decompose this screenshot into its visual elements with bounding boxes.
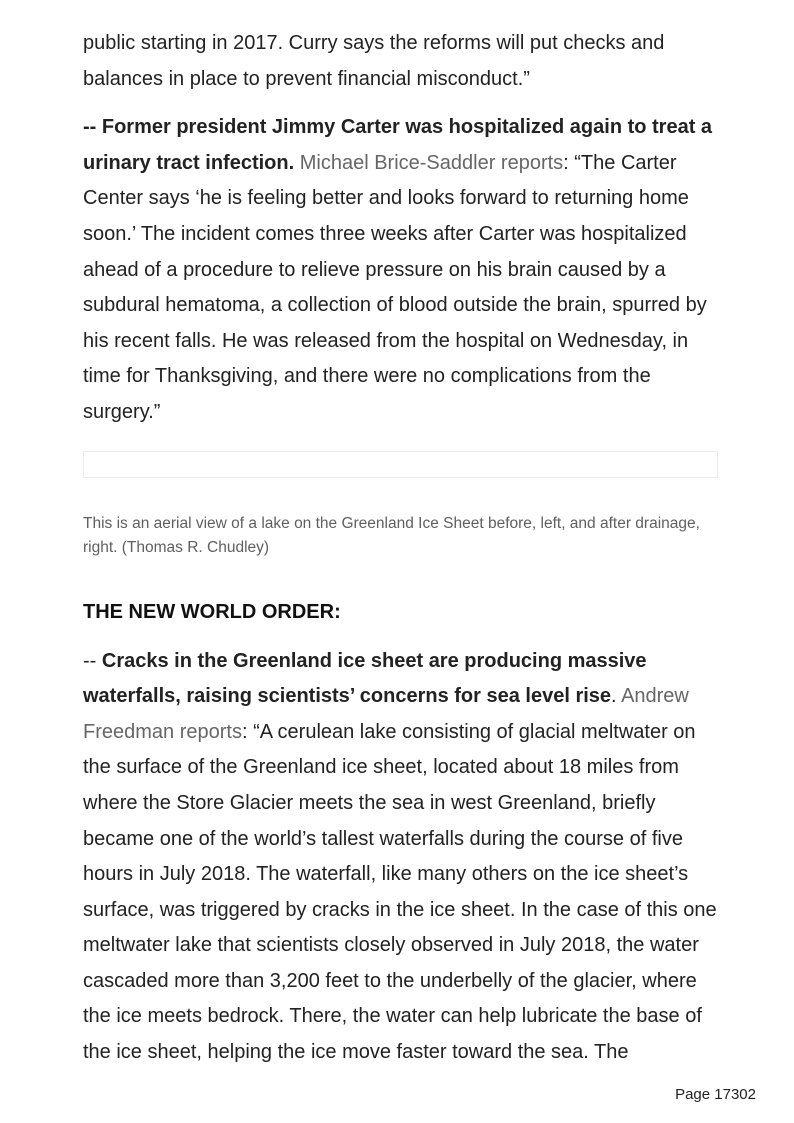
paragraph-greenland-waterfalls (83, 644, 723, 1071)
paragraph-body: : “A cerulean lake consisting of glacial meltwater on the surface of the Greenland ice sheet, located about 18 miles from where the Store Glacier meets the sea in west Greenland, briefly became one of the world’s tallest waterfalls during the course of five hours in July 2018. The waterfall, like many others on the ice sheet’s surface, was triggered by cracks in the ice sheet. In the case of this one meltwater lake that scientists closely observed in July 2018, the water cascaded more than 3,200 feet to the underbelly of the glacier, where the ice meets bedrock. There, the water can help lubricate the base of the ice sheet, helping the ice move faster toward the sea. The (83, 720, 717, 1064)
paragraph-body: : “The Carter Center says ‘he is feeling better and looks forward to returning home soon.’ The incident comes three weeks after Carter was hospitalized ahead of a procedure to relieve pressure on his brain caused by a subdural hematoma, a collection of blood outside the brain, spurred by his recent falls. He was released from the hospital on Wednesday, in time for Thanksgiving, and there were no complications from the surgery.” (83, 151, 707, 423)
image-placeholder (83, 451, 718, 478)
page-number: Page 17302 (675, 1086, 756, 1103)
document-page (83, 26, 723, 1071)
headline-lead: Cracks in the Greenland ice sheet are producing massive waterfalls, raising scientists’ concerns for sea level rise (83, 649, 647, 708)
paragraph-carter-hospitalized (83, 110, 723, 430)
paragraph-text: public starting in 2017. Curry says the reforms will put checks and balances in place to prevent financial misconduct.” (83, 32, 665, 90)
headline-lead: -- Former president Jimmy Carter was hospitalized again to treat a urinary tract infection. (83, 116, 713, 174)
author-link[interactable]: Andrew Freedman reports (83, 685, 689, 743)
author-link[interactable]: Michael Brice-Saddler reports (299, 151, 564, 174)
section-heading: THE NEW WORLD ORDER: (83, 600, 341, 623)
image-caption: This is an aerial view of a lake on the Greenland Ice Sheet before, left, and after drainage, right. (Thomas R. Chudley) (83, 514, 700, 556)
dash-prefix: -- (83, 649, 97, 672)
headline-period: . (611, 685, 617, 708)
paragraph-curry-reforms (83, 26, 723, 97)
